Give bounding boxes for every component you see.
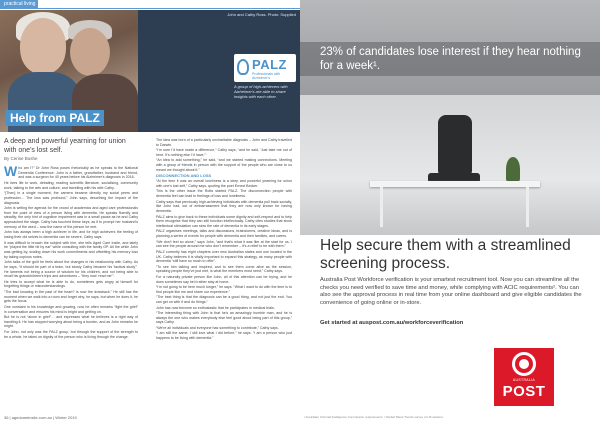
paragraph: It was difficult to broach the subject with him, she tells Aged Care Insite, and lately he “played the little bit by ear” while consulting with the family GP. All the while John was getting by, scaling down his work commitments and offsetting his memory loss by taking copious notes. [4, 240, 138, 259]
paragraph: “To see him talking and inspired, and to see them come alive as the session, speaking people they've just met, is what the members most need,” Cathy says. [156, 264, 292, 274]
paragraph: “We're all individuals and everyone has something to contribute,” Cathy says. [156, 325, 279, 330]
standfirst: A deep and powerful yearning for union with one's lost self. [4, 138, 126, 154]
paragraph: “The best thing is that the diagnosis can be a good thing, and not just the end. You can get on with it and do things.” [156, 295, 292, 305]
paragraph: But he is not “alone in grief”… and expresses what he believes is a right way of handling it. He has stopped worrying about being a burden, and as John remarks he might. [4, 315, 138, 329]
ad-call-to-action[interactable]: Get started at auspost.com.au/workforceverification [320, 320, 464, 326]
ad-empty-desk-photo [300, 95, 600, 235]
paragraph: John is writing the agenda for the crowd of academics and aged care professionals from the point of view of a person living with dementia. He speaks fluently and steadily; the only hint of cognitive impairment was in a small pause as he and Cathy approached the stage. Cathy has touched these keys, as if to prompt her husband's memory of the word – now the name of the person he met. [4, 206, 138, 229]
paragraph: “An idea to add something,” he said, “and we started making connections. Meeting with a group of friends in person with the support of the people who are close to us meant we thought about it.” [156, 158, 292, 172]
paragraph: Cathy says that previously high-achieving individuals with dementia pull back socially, like John had, out of embarrassment that they are now only known for having dementia. [156, 199, 292, 214]
australia-post-logo [494, 348, 554, 406]
paragraph: “I'm sure I'd have made a difference,” Cathy says, “and he said, 'Just take me out of here. It's nothing else I'd have.'” [156, 148, 292, 157]
article-title: Help from PALZ [6, 110, 104, 126]
paragraph: “I'm not going to be here much longer,” he says. “What I want to do with the time is to find people like me and share our experience.” [156, 285, 292, 294]
paragraph: John has now become so enthusiastic that he participates in medical trials. [156, 305, 275, 310]
paragraph: For a naturally private person like John, all of this attention can be trying, and he does sometimes say he'd rather stay at home. [156, 274, 292, 284]
paragraph: PALZ currently has eight chapters over new Australian states and one located in the UK. Cathy believes it is vitally important to expand this strategy, as many people with dementia “still have so much to offer”. [156, 249, 292, 264]
plant [506, 157, 520, 181]
paragraph: “The bad knowing in the past of the heart? is now the drawback.” He still has the moment when we walk into a room and forget why, he says, but when he does it, he gets the focus. [4, 289, 138, 304]
post-horn-icon [512, 352, 536, 376]
section-rule [38, 8, 300, 9]
paragraph: He lives life to work, debating, reading scientific literature, socialising, community work, talking to the arts and culture, and travelling with his wife Cathy. [4, 180, 138, 190]
photo-credit: John and Cathy Ross. Photo: Supplied [227, 12, 296, 17]
ad-subheading: Help secure them with a streamlined screening process. [320, 237, 571, 272]
section-tab: practical living [0, 0, 38, 9]
ad-body-copy: Australia Post Workforce verification is your smartest recruitment tool. Now you can streamline all the checks you need verified to save time and money, while complying with ACIC requirements². You can also see the approval process in real time from your online dashboard and give eligible candidates the convenience of going online or in-store. [320, 277, 582, 306]
paragraph: John has always been a high achiever in life, and for high achievers the feeling of losing their old selves to dementia can be severe, Cathy says. [4, 230, 138, 240]
subheading: DISCONNECTION AND LOSS [156, 172, 212, 178]
office-chair [438, 115, 472, 175]
paragraph: He tries to accept what he is able to do, sometimes gets angry at himself for forgetting things or misunderstandings. [4, 279, 138, 289]
page-footer: 36 | agedcareinsite.com.au | Winter 2019 [4, 415, 77, 420]
caption-quote: A group of high-achievers with Alzheimer's are able to share insights with each other. [234, 84, 288, 99]
paragraph: John talks of the guilt he feels about the changes in his relationship with Cathy. As he says, “it should be part of a team, but slowly Cathy became his 'tactical study'”. He laments not being a source of wisdom for his children, and not being able to recall his grandchildren's trips and adventures – “they now ‘read me’”. [4, 260, 138, 279]
paragraph: PALZ organises meetings, talks and discussions, brainstorms, creative ideas, and is planning a series of events for people with dementia and their families, and carers. [156, 229, 292, 239]
palz-logo-subtitle: Professionals with Alzheimer's [252, 72, 281, 80]
palz-logo-name: PALZ [252, 57, 287, 72]
drop-cap: W [4, 166, 18, 179]
ad-footnote: ¹ Australian Criminal Intelligence Commission requirements. ² Global Talent Trends survey of US workers. [304, 415, 444, 419]
desk [370, 181, 540, 187]
advertisement [300, 0, 600, 423]
paragraph: “At the time it was an overall loneliness is a deep and powerful yearning for union with one's lost self,” Cathy says, quoting the poet Ernest Becker. [156, 179, 292, 188]
ad-headline-band [300, 0, 600, 95]
logo-country: AUSTRALIA [512, 378, 536, 382]
palz-logo-icon [237, 59, 249, 75]
byline: By Cerise Bushe [4, 156, 38, 161]
paragraph: Who am I?” Dr John Ross poses rhetorically as he speaks to the National Dementia Conference. John is a father, grandfather, husband and friend, and was a surgeon for 40 years before his Alzheimer's diagnosis in 2016. [4, 166, 138, 180]
body-column-2 [156, 138, 292, 413]
ad-headline: 23% of candidates lose interest if they hear nothing for a week¹. [320, 46, 581, 72]
paragraph: “[Then] in a single moment, the camera became directly my social peers and profession… The loss was profound,” John says, describing the impact of the diagnosis. [4, 191, 138, 205]
paragraph: “I am still the same. I still love what I did before,” he says. “I am a person who just happens to be living with dementia.” [156, 331, 292, 341]
paragraph: PALZ aims to give back to these individuals some dignity and self-respect and to help them recognise that they can still function intellectually. Cathy cites studies that show intellectual stimulation can slow the rate of dementia in its early stages. [156, 214, 292, 228]
body-column-1 [4, 166, 138, 414]
photo-caption-box [138, 10, 300, 132]
logo-word: POST [502, 383, 546, 400]
paragraph: “We don't feel so alone,” says John, “and that's what it was like at the start for us. I can see the people around me who don't remember – it's a relief to be with them.” [156, 239, 292, 249]
paragraph: This is the other issue the Rotts started PALZ. The disconnection people with dementia feel can lead to feelings of loss and loneliness. [156, 189, 292, 199]
palz-logo [234, 54, 296, 82]
paragraph: The idea was born of a particularly uncharitable diagnosis – John and Cathy travelled to Darwin. [156, 138, 292, 147]
paragraph: “The interesting thing with John is that he's an amazingly humble man, and he is always the one who makes everybody else feel good about being part of this group,” says Cathy. [156, 311, 292, 325]
paragraph: For John, not only was the PALZ group, but through the support of the strength to be a whole, he takes on dignity of the person who is living through the change. [4, 329, 138, 339]
paragraph: One constant in his knowledge and growing, now he often remarks “fight the grief” in conversation and ensures his mind is bright and getting on. [4, 304, 138, 314]
